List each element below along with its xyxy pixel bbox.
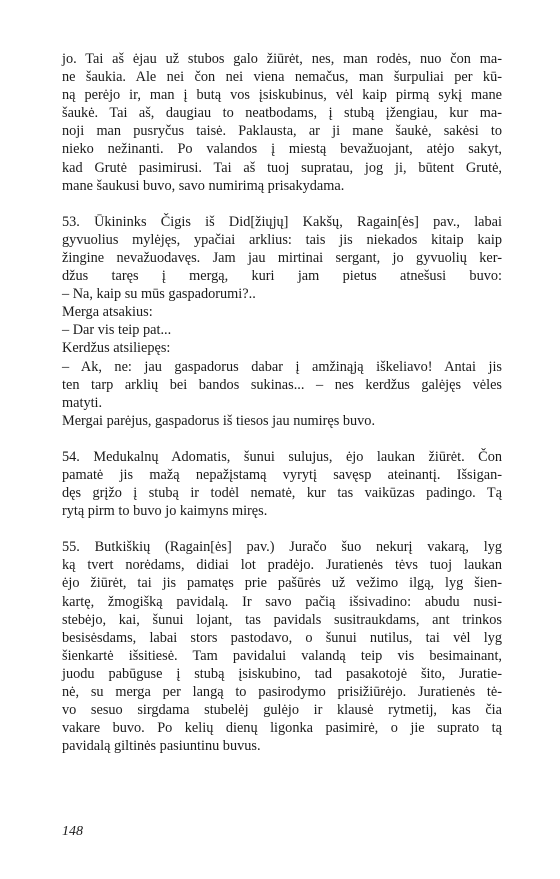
text-line: vakare buvo. Po kelių dienų ligonka pasimirė, o jie suprato tą [62,720,502,737]
text-line: – Ak, ne: jau gaspadorus dabar į amžinąją iškeliavo! Antai jis [62,358,502,375]
text-line: noji man pusryčus taisė. Paklausta, ar ji mane šaukė, sakėsi to [62,123,502,140]
text-line: ėjo žiūrėt, tai jis pamatęs prie pašūrės už vežimo ilgą, lyg šien- [62,575,502,592]
text-line: – Dar vis teip pat... [62,322,172,339]
text-line: jo. Tai aš ėjau už stubos galo žiūrėt, nes, man rodės, nuo čon ma- [62,51,502,67]
text-line: šaukė. Tai aš, daugiau to neatbodams, į stubą įžengiau, kur ma- [62,105,502,122]
paragraph-p54 [62,448,502,520]
text-line: ną perėjo ir, man į butą vos įsiskubinus, vėl kaip pirmą sykį mane [62,87,502,104]
text-line: ne šaukia. Ale nei čon nei viena nemačus, man šurpuliai per kū- [62,69,502,86]
text-line: besisėsdams, labai stors pastodavo, o šunui nutilus, tai vėl lyg [62,629,502,646]
text-line: 54. Medukalnų Adomatis, šunui sulujus, ėjo laukan žiūrėt. Čon [62,448,502,465]
text-line: matyti. [62,394,103,411]
text-line: Kerdžus atsiliepęs: [62,340,171,357]
text-line: – Na, kaip su mūs gaspadorumi?.. [62,286,256,303]
text-line: Merga atsakius: [62,304,153,321]
text-line: kartę, žmogišką pavidalą. Ir savo pačią išsivadino: abudu nusi- [62,593,502,610]
page-body [62,50,502,755]
paragraph-p53 [62,213,502,430]
text-line: juodu pabūguse į stubą įsiskubino, tad pasakotojė šito, Juratie- [62,665,502,682]
text-line: džus taręs į mergą, kuri jam pietus atnešusi buvo: [62,268,502,285]
text-line: ką tvert norėdams, didiai lot pradėjo. Juratienės tėvs tuoj laukan [62,557,502,574]
text-line: ten tarp arklių bei bandos sukinas... – nes kerdžus galėjęs vėles [62,376,502,393]
text-line: šienkartė išsitiesė. Tam pavidalui valandą teip vis besimainant, [62,647,502,664]
text-line: nė, su merga per langą to pasirodymo prisižiūrėjo. Juratienės tė- [62,684,502,700]
text-line: kad Grutė pasimirusi. Tai aš tuoj supratau, jog ji, būtent Grutė, [62,159,502,176]
paragraph-p55 [62,538,502,755]
text-line: žingine nevažuodavęs. Jam jau mirtinai sergant, jo gyvuolių ker- [62,249,502,266]
text-line: Mergai parėjus, gaspadorus iš tiesos jau numiręs buvo. [62,412,376,429]
text-line: pavidalą giltinės pasiuntinu buvus. [62,738,261,755]
text-line: nieko nežinanti. Po valandos į miestą bevažuojant, atėjo sakyt, [62,141,502,158]
text-line: stebėjo, kai, šunui lojant, tas pavidals susitraukdams, ant trinkos [62,611,502,628]
paragraph-p52-cont [62,50,502,195]
text-line: dęs grįžo į stubą ir todėl nematė, kur tas vaikūzas padingo. Tą [62,485,502,502]
page-number: 148 [62,824,83,839]
text-line: 55. Butkiškių (Ragain[ės] pav.) Juračo šuo nekurį vakarą, lyg [62,539,502,556]
text-line: rytą pirm to buvo jo kaimyns miręs. [62,503,268,520]
text-line: vo sesuo sirgdama stubelėj gulėjo ir klausė rytmetij, kas čia [62,702,502,719]
paragraph-gap [62,430,502,448]
text-line: 53. Ūkininks Čigis iš Did[žiųjų] Kakšų, Ragain[ės] pav., labai [62,213,502,230]
paragraph-gap [62,520,502,538]
text-line: gyvuolius mylėjęs, ypačiai arklius: tais jis niekados kitaip kaip [62,231,502,248]
paragraph-gap [62,195,502,213]
text-line: pamatė jis mažą nepažįstamą vyrytį savęsp ateinantį. Išsigan- [62,466,502,483]
text-line: mane šaukusi buvo, savo numirimą prisakydama. [62,177,345,194]
